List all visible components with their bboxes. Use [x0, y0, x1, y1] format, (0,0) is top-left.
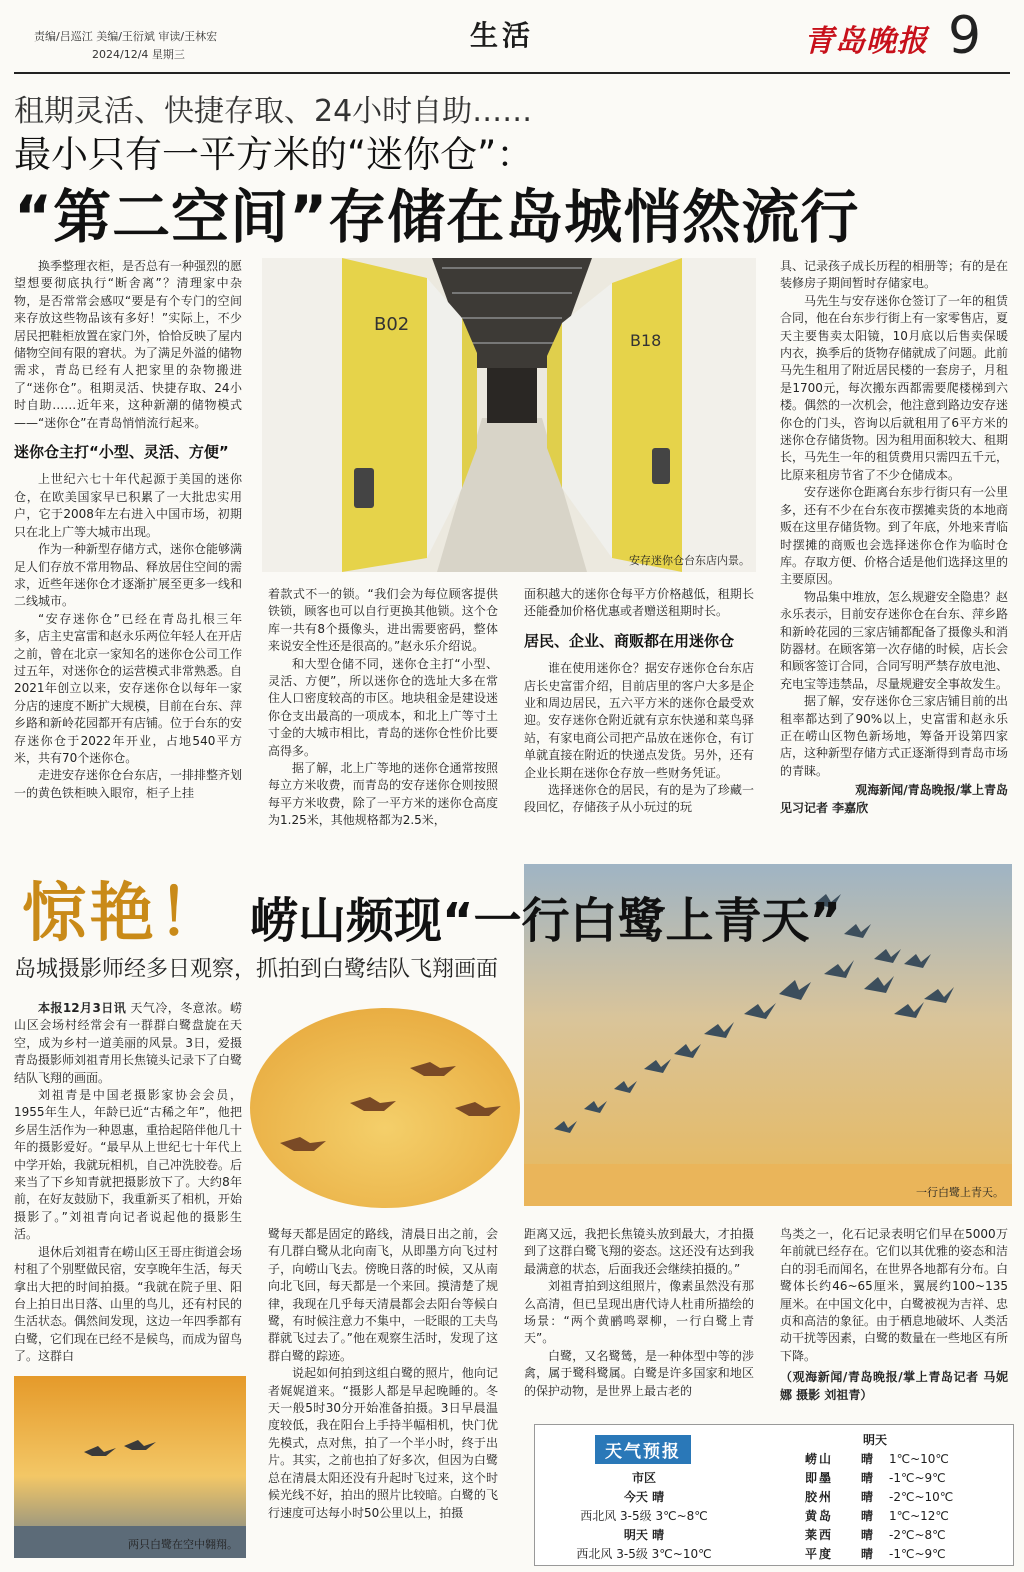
weather-badge: 天气预报: [595, 1435, 691, 1464]
newspaper-logo: 青岛晚报: [804, 24, 928, 59]
article2-byline: （观海新闻/青岛晚报/掌上青岛记者 马妮娜 摄影 刘祖青）: [780, 1370, 1008, 1402]
article1-byline: 观海新闻/青岛晚报/掌上青岛: [855, 783, 1008, 798]
article2-exclaim: 惊艳！: [22, 876, 226, 951]
svg-text:B02: B02: [374, 314, 410, 335]
paragraph: 物品集中堆放，怎么规避安全隐患？赵永乐表示，目前安存迷你仓在台东、萍乡路和新岭花园的三家店铺都配备了摄像头和消防器材。在顾客第一次存储的时候，店长会和顾客签订合同，合同写明严禁存放电池、充电宝等违禁品，尽量规避安全事故发生。: [780, 589, 1009, 691]
issue-date: 2024/12/4 星期三: [92, 48, 185, 61]
paragraph: 选择迷你仓的居民，有的是为了珍藏一段回忆，存储孩子从小玩过的玩: [524, 783, 754, 815]
paragraph: 上世纪六七十年代起源于美国的迷你仓，在欧美国家早已积累了一大批忠实用户，它于2008年左右进入中国市场，初期只在北上广等大城市出现。: [14, 472, 242, 539]
masthead-meta: [34, 28, 217, 64]
paragraph: 谁在使用迷你仓？据安存迷你仓台东店店长史富雷介绍，目前店里的客户大多是企业和周边居民，五六平方米的迷你仓最受欢迎。安存迷你仓附近就有京东快递和菜鸟驿站，有家电商公司把产品放在迷你仓，有订单就直接在附近的快递点发货。另外，还有企业长期在迷你仓存放一些财务凭证。: [524, 661, 754, 780]
lead-text: 天气冷，冬意浓。崂山区会场村经常会有一群群白鹭盘旋在天空，成为乡村一道美丽的风景。3日，爱摄青岛摄影师刘祖青用长焦镜头记录下了白鹭结队飞翔的画面。: [14, 1001, 243, 1085]
page-number: 9: [948, 6, 982, 66]
paragraph: 刘祖青拍到这组照片，像素虽然没有那么高清，但已呈现出唐代诗人杜甫所描绘的场景：“两个黄鹂鸣翠柳，一行白鹭上青天”。: [524, 1279, 754, 1346]
paragraph: 马先生与安存迷你仓签订了一年的租赁合同，他在台东步行街上有一家零售店，夏天主要售卖太阳镜，10月底以后售卖保暖内衣，换季后的货物存储就成了问题。此前马先生租用了附近居民楼的一套房子，月租是1700元，每次搬东西都需要爬楼梯到六楼。偶然的一次机会，他注意到路边安存迷你仓的门头，咨询以后就租用了6平方米的迷你仓存储货物。因为租用面积较大、租期长，马先生一年的租赁费用只需四五千元，比原来租房节省了不少仓储成本。: [780, 293, 1009, 482]
paragraph: 安存迷你仓距离台东步行街只有一公里多，还有不少在台东夜市摆摊卖货的本地商贩在这里存储货物。到了年底，外地来青临时摆摊的商贩也会选择迷你仓作为临时仓库。存取方便、价格合适是他们选择这里的主要原因。: [780, 485, 1009, 587]
article1-column-2: [268, 586, 498, 830]
svg-text:B18: B18: [630, 331, 662, 350]
article1-intro: 换季整理衣柜，是否总有一种强烈的愿望想要彻底执行“断舍离”？清理家中杂物，是否常常会感叹“要是有个专门的空间来存放这些物品该有多好！”实际上，不少居民把鞋柜放置在家门外，恰恰反映了屋内储物空间有限的窘状。为了满足外溢的储物需求，青岛已经有人把家里的杂物搬进了“迷你仓”。租期灵活、快捷存取、24小时自助……近年来，这种新潮的储物模式——“迷你仓”在青岛悄悄流行起来。: [14, 259, 243, 430]
article2-headline: 崂山频现“一行白鹭上青天”: [250, 893, 842, 949]
article1-headline: “第二空间”存储在岛城悄然流行: [14, 183, 860, 251]
paragraph: 鹭每天都是固定的路线，清晨日出之前，会有几群白鹭从北向南飞，从即墨方向飞过村子，向崂山飞去。傍晚日落的时候，又从南向北飞回，每天都是一个来回。摸清楚了规律，我现在几乎每天清晨都会去阳台等候白鹭，有时候注意力不集中，一眨眼的工夫鸟群就飞过去了。”他在观察生活时，发现了这群白鹭的踪迹。: [268, 1227, 498, 1363]
article2-column-4: [780, 1226, 1008, 1404]
paragraph: 退休后刘祖青在崂山区王哥庄街道会场村租了个别墅做民宿，安享晚年生活，每天拿出大把的时间拍摄。“我就在院子里、阳台上拍日出日落、山里的鸟儿，还有村民的生活状态。偶然间发现，这边一年四季都有白鹭，它们现在已经不是候鸟，而成为留鸟了。这群白: [14, 1244, 243, 1364]
article1-subhead-2: 居民、企业、商贩都在用迷你仓: [524, 631, 735, 650]
paragraph: 说起如何拍到这组白鹭的照片，他向记者娓娓道来。“摄影人都是早起晚睡的。冬天一般5时30分开始准备拍摄。3日早晨温度较低，我在阳台上手持半幅相机，快门优先模式，点对焦，拍了一个半小时，终于出片。其实，之前也拍了好多次，但因为白鹭总在清晨太阳还没有升起时飞过来，这个时候光线不好，拍出的照片比较暗。白鹭的飞行速度可达每小时50公里以上，拍摄: [268, 1366, 498, 1520]
weather-city: [551, 1469, 737, 1564]
small-photo-caption: 两只白鹭在空中翱翔。: [128, 1538, 238, 1551]
today-weather: 今天 晴: [623, 1490, 665, 1504]
paragraph: 具、记录孩子成长历程的相册等；有的是在装修房子期间暂时存储家电。: [780, 259, 1009, 291]
article2-column-1: [14, 1000, 242, 1366]
editor-credits: 责编/吕巡江 美编/王衍斌 审读/王林宏: [34, 30, 218, 43]
district-tomorrow-head: 明天: [862, 1433, 887, 1447]
paragraph: 作为一种新型存储方式，迷你仓能够满足人们存放不常用物品、释放居住空间的需求，近些年迷你仓才逐渐扩展至更多一线和二线城市。: [14, 542, 243, 609]
district-row: 胶州 晴 -2℃~10℃: [805, 1490, 954, 1504]
district-row: 莱西 晴 -2℃~8℃: [805, 1528, 946, 1542]
district-row: 崂山 晴 1℃~10℃: [805, 1452, 949, 1466]
paragraph: 鸟类之一，化石记录表明它们早在5000万年前就已经存在。它们以其优雅的姿态和洁白的羽毛而闻名，在世界各地都有分布。白鹭体长约46~65厘米，翼展约100~135厘米。在中国文化中，白鹭被视为吉祥、忠贞和高洁的象征。由于栖息地破坏、人类活动干扰等因素，白鹭的数量在一些地区有所下降。: [780, 1227, 1009, 1363]
article1-column-3: [524, 586, 754, 817]
two-egrets-photo: [14, 1376, 246, 1558]
article1-reporter: 见习记者 李嘉欣: [780, 800, 869, 815]
dateline: 本报12月3日讯: [38, 1001, 127, 1015]
paragraph: 着款式不一的锁。“我们会为每位顾客提供铁锁，顾客也可以自行更换其他锁。这个仓库一共有8个摄像头，进出需要密码，整体来说安全性还是很高的。”赵永乐介绍说。: [268, 587, 498, 654]
article1-column-4: [780, 258, 1008, 817]
big-photo-caption: 一行白鹭上青天。: [916, 1186, 1004, 1199]
paragraph: 走进安存迷你仓台东店，一排排整齐划一的黄色铁柜映入眼帘，柜子上挂: [14, 768, 243, 800]
district-row: 即墨 晴 -1℃~9℃: [805, 1471, 946, 1485]
egret-oval-photo: [250, 1008, 520, 1208]
weather-forecast-box: [534, 1424, 1014, 1566]
city-name: 市区: [631, 1471, 656, 1485]
storage-photo-caption: 安存迷你仓台东店内景。: [629, 554, 750, 567]
paragraph: 刘祖青是中国老摄影家协会会员，1955年生人，年龄已近“古稀之年”，他把乡居生活作为一种恩惠，重拾起陪伴他几十年的摄影爱好。“最早从上世纪七十年代上中学开始，我就玩相机，自己冲洗胶卷。后来当了下乡知青就把摄影放下了。大约8年前，在好友鼓励下，我重新买了相机，开始摄影了。”刘祖青向记者说起他的摄影生活。: [14, 1088, 243, 1242]
paragraph: 据了解，安存迷你仓三家店铺目前的出租率都达到了90%以上，史富雷和赵永乐正在崂山区物色新场地，筹备开设第四家店，这种新型存储方式正逐渐得到青岛市场的青睐。: [780, 694, 1009, 778]
storage-interior-photo: [262, 258, 756, 572]
district-row: 黄岛 晴 1℃~12℃: [805, 1509, 949, 1523]
paragraph: 据了解，北上广等地的迷你仓通常按照每立方米收费，而青岛的安存迷你仓则按照每平方米收费，除了一平方米的迷你仓高度为1.25米，其他规格都为2.5米，: [268, 761, 498, 828]
section-name: 生活: [470, 19, 535, 52]
district-row: 平度 晴 -1℃~9℃: [805, 1547, 946, 1561]
paragraph: [14, 1000, 242, 1087]
paragraph: 和大型仓储不同，迷你仓主打“小型、灵活、方便”，所以迷你仓的选址大多在常住人口密度较高的市区。地块租金是建设迷你仓支出最高的一项成本，和北上广等寸土寸金的大城市相比，青岛的迷你仓性价比要高得多。: [268, 656, 498, 758]
district-weather: [805, 1431, 1005, 1564]
article2-subtitle: 岛城摄影师经多日观察，抓拍到白鹭结队飞翔画面: [14, 957, 499, 982]
paragraph: 白鹭，又名鹭鸶，是一种体型中等的涉禽，属于鹭科鹭属。白鹭是许多国家和地区的保护动物，是世界上最古老的: [524, 1348, 754, 1398]
paragraph: “安存迷你仓”已经在青岛扎根三年多，店主史富雷和赵永乐两位年轻人在开店之前，曾在北京一家知名的迷你仓公司工作过五年，对迷你仓的运营模式非常熟悉。自2021年创立以来，安存迷你仓以每年一家分店的速度不断扩大规模，目前在台东、萍乡路和新岭花园都开有店铺。位于台东的安存迷你仓于2022年开业，占地540平方米，共有70个迷你仓。: [14, 611, 243, 765]
article1-title-line1: 最小只有一平方米的“迷你仓”：: [14, 133, 534, 176]
paragraph: 面积越大的迷你仓每平方价格越低，租期长还能叠加价格优惠或者赠送租期时长。: [524, 587, 754, 619]
article1-column-1: [14, 258, 242, 802]
tomorrow-wind: 西北风 3-5级 3℃~10℃: [576, 1547, 712, 1561]
article1-subhead-1: 迷你仓主打“小型、灵活、方便”: [14, 443, 229, 462]
masthead-divider: [14, 72, 1010, 74]
today-wind: 西北风 3-5级 3℃~8℃: [580, 1509, 708, 1523]
article1-kicker: 租期灵活、快捷存取、24小时自助……: [14, 94, 533, 129]
paragraph: 距离又远，我把长焦镜头放到最大，才拍摄到了这群白鹭飞翔的姿态。这还没有达到我最满意的状态，后面我还会继续拍摄的。”: [524, 1227, 754, 1276]
tomorrow-weather: 明天 晴: [623, 1528, 665, 1542]
article2-column-2: [268, 1226, 498, 1522]
article2-column-3: [524, 1226, 754, 1400]
